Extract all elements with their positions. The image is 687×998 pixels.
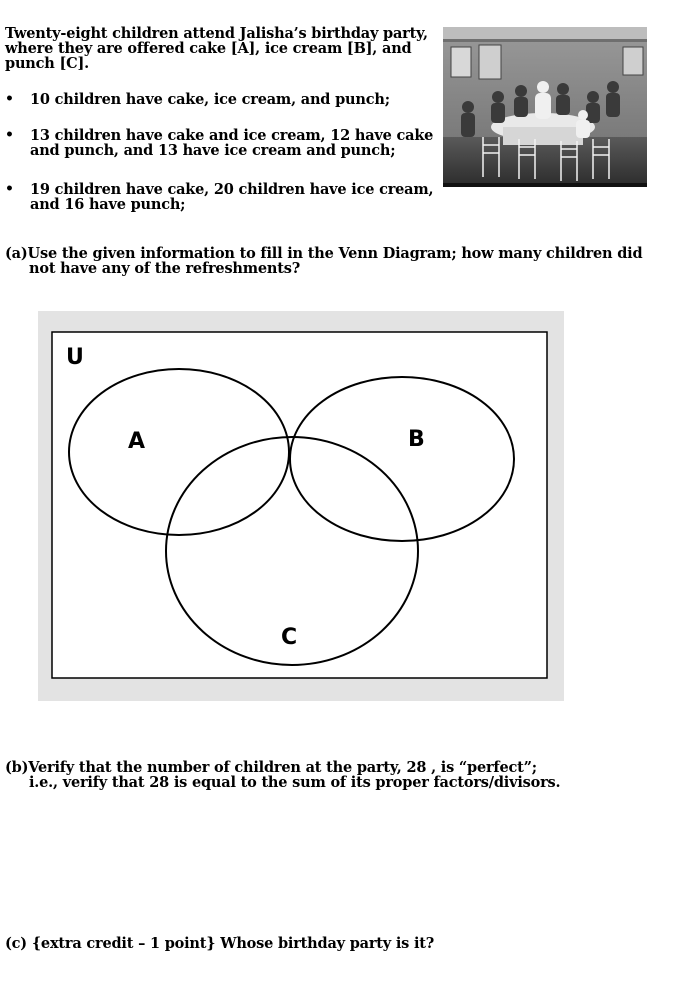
question-a xyxy=(5,246,665,276)
question-b-line-2: i.e., verify that 28 is equal to the sum of its proper factors/divisors. xyxy=(29,774,561,791)
question-b-line-1: Verify that the number of children at the party, 28 , is “perfect”; xyxy=(28,759,537,776)
bullet-line-2: and 16 have punch; xyxy=(30,196,186,213)
intro-line-1: Twenty-eight children attend Jalisha’s birthday party, xyxy=(5,25,428,42)
set-a-label: A xyxy=(128,429,146,454)
bullet-line-1: 13 children have cake and ice cream, 12 have cake xyxy=(30,127,434,144)
bullet-icon: • xyxy=(5,181,14,197)
intro-line-2: where they are offered cake [A], ice cream [B], and xyxy=(5,40,412,57)
set-b-label: B xyxy=(408,427,425,452)
set-c-label: C xyxy=(281,625,298,650)
question-b-label: (b) xyxy=(5,759,29,776)
question-a-label: (a) xyxy=(5,245,28,262)
question-a-line-1: Use the given information to fill in the Venn Diagram; how many children did xyxy=(27,245,643,262)
bullet-line-1: 19 children have cake, 20 children have ice cream, xyxy=(30,181,434,198)
venn-diagram-panel xyxy=(38,311,564,701)
party-photo-image xyxy=(443,27,647,187)
question-b xyxy=(5,760,665,790)
venn-diagram xyxy=(38,311,564,701)
intro-paragraph xyxy=(5,26,435,71)
bullet-line-1: 10 children have cake, ice cream, and punch; xyxy=(30,91,390,108)
question-c-text: {extra credit – 1 point} Whose birthday party is it? xyxy=(31,935,435,952)
bullet-icon: • xyxy=(5,91,14,107)
intro-line-3: punch [C]. xyxy=(5,55,89,72)
universe-rectangle xyxy=(52,332,547,678)
question-c-label: (c) xyxy=(5,935,27,952)
birthday-party-photo xyxy=(443,27,647,187)
bullet-icon: • xyxy=(5,127,14,143)
question-a-line-2: not have any of the refreshments? xyxy=(29,260,301,277)
universe-label: U xyxy=(66,345,84,370)
question-c xyxy=(5,936,665,951)
bullet-line-2: and punch, and 13 have ice cream and punch; xyxy=(30,142,396,159)
